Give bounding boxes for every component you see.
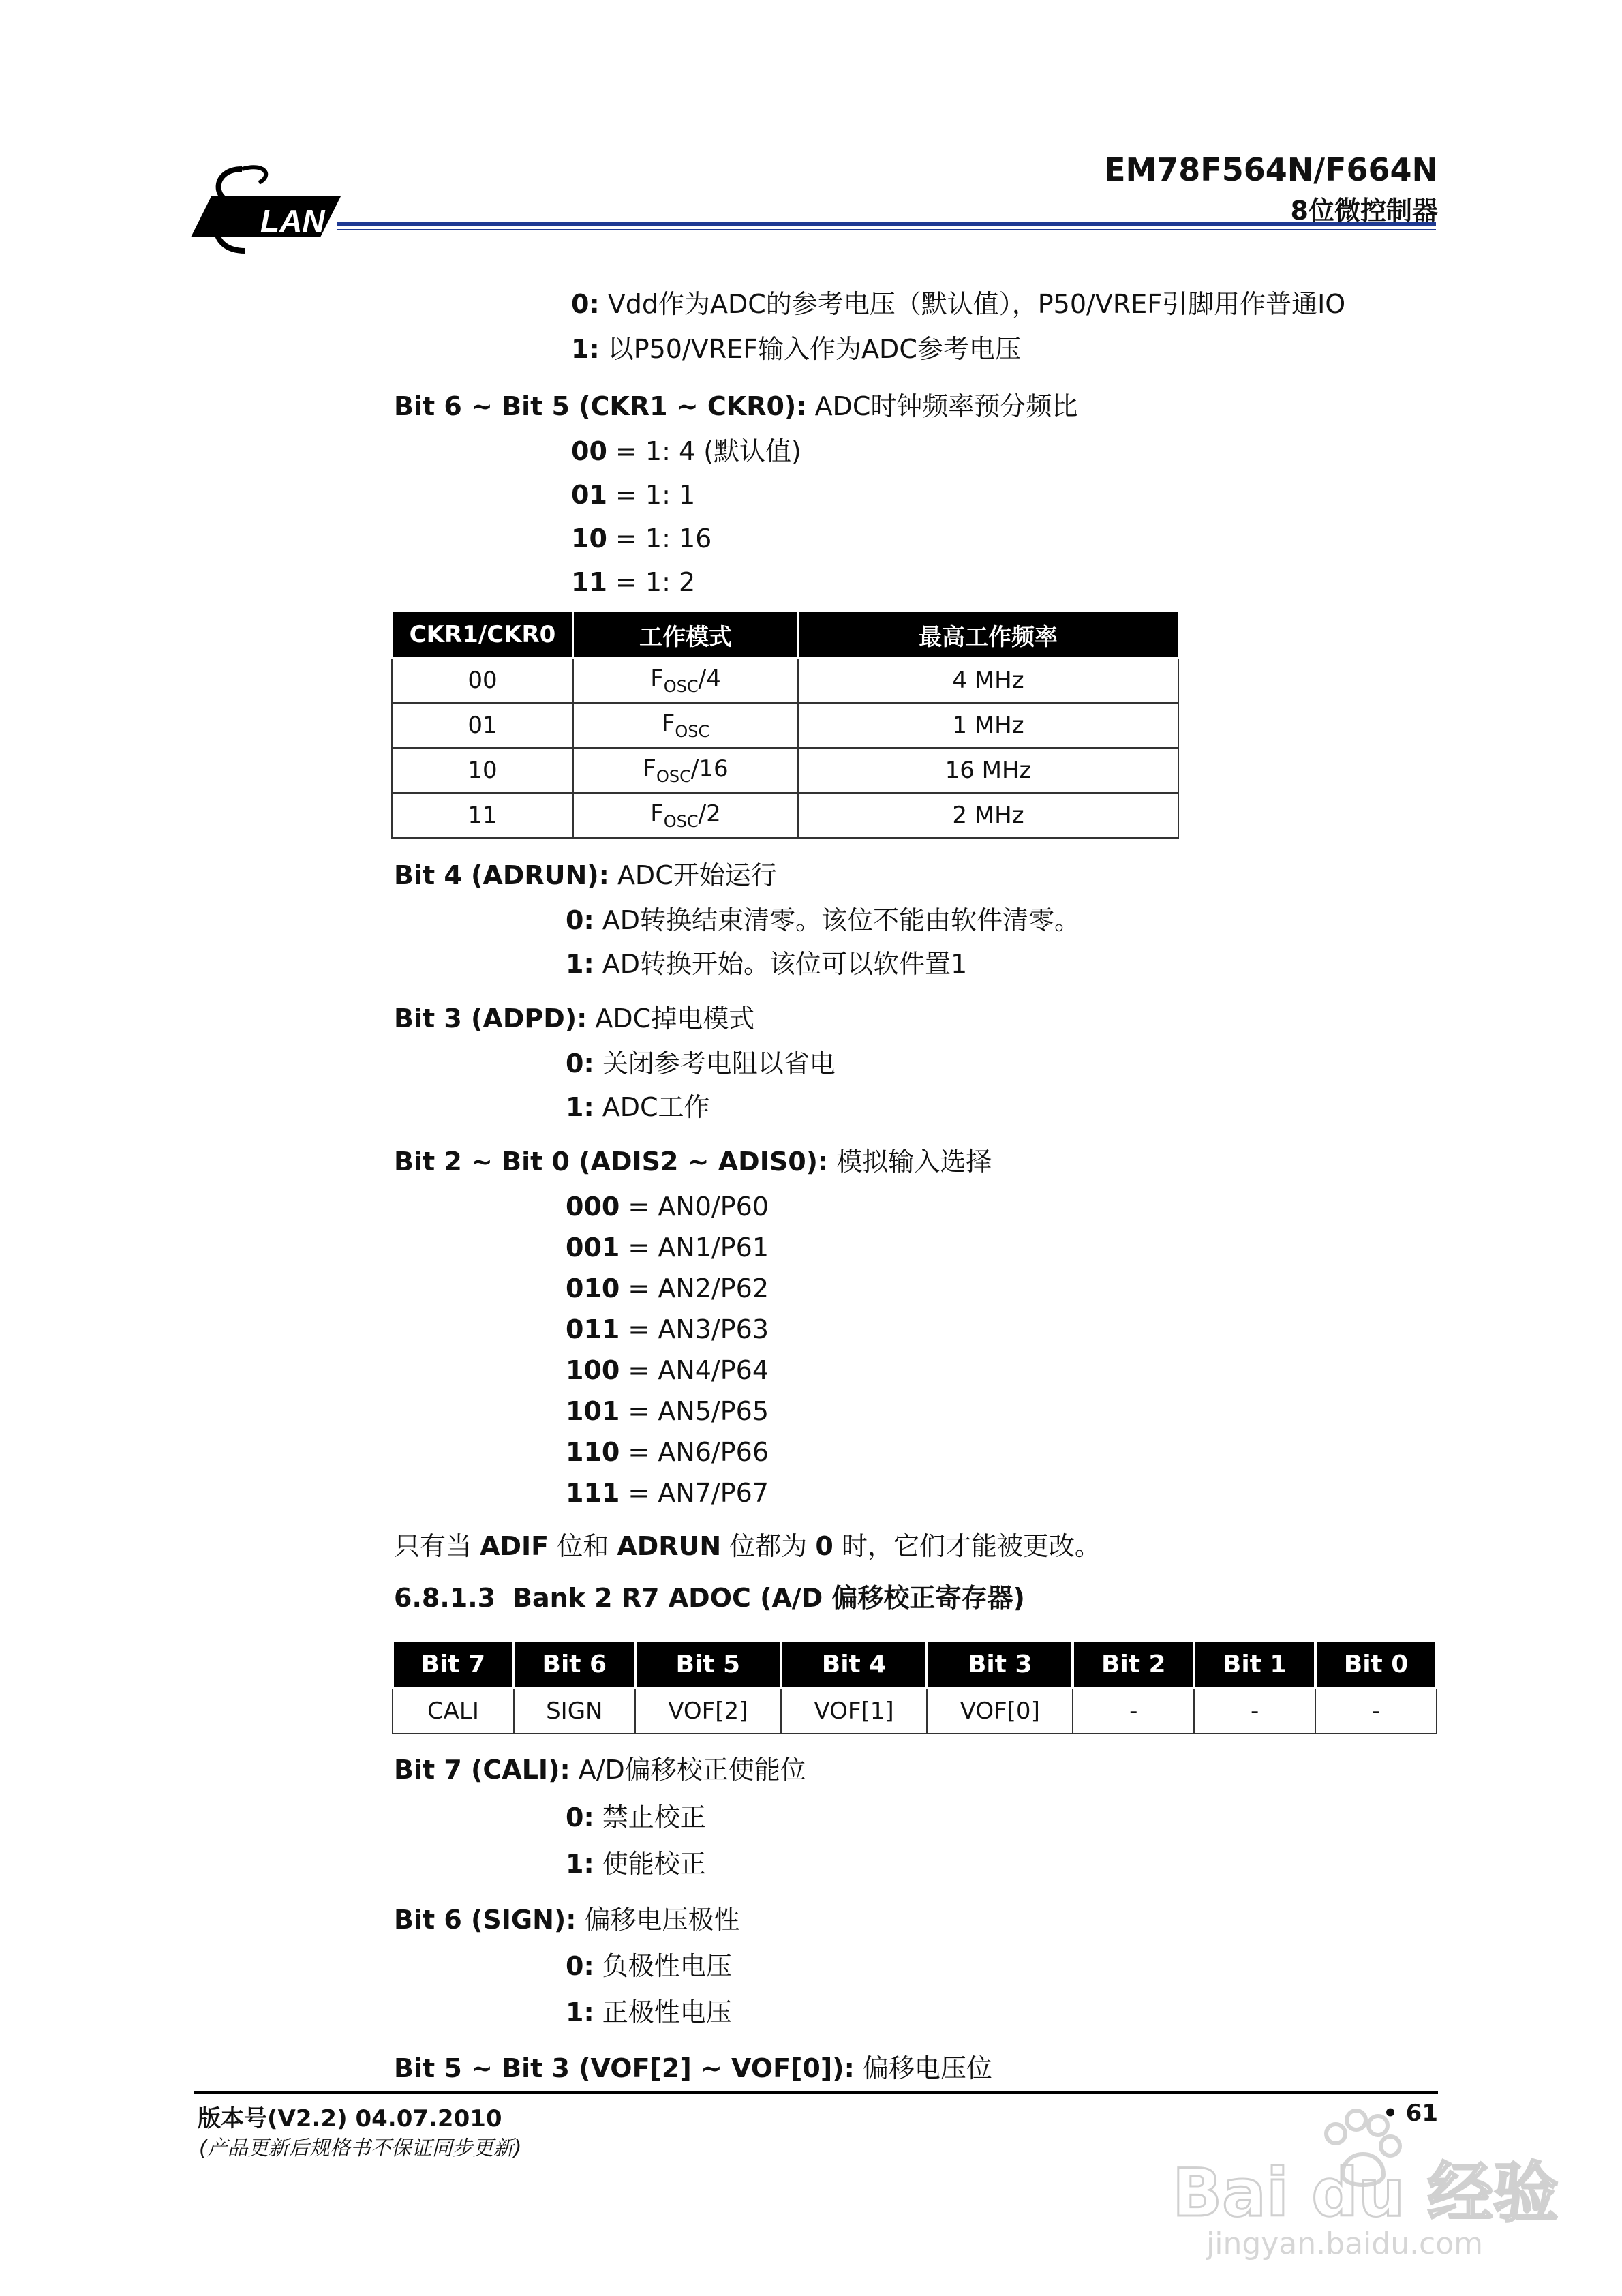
sign-opt0: 0: 负极性电压 [566,1951,732,1981]
adpd-opt1: 1: ADC工作 [566,1092,710,1122]
sign-heading: Bit 6 (SIGN): 偏移电压极性 [394,1905,740,1935]
adis-opt: 001 = AN1/P61 [566,1233,769,1263]
section-title: Bank 2 R7 ADOC (A/D 偏移校正寄存器) [512,1583,1025,1613]
adis-opt: 011 = AN3/P63 [566,1314,769,1344]
cali-opt0: 0: 禁止校正 [566,1802,706,1832]
table-row: 10 $F_{OSC}/16$ 16 MHz [392,748,1178,793]
ckr-table [391,611,1179,839]
cali-opt1: 1: 使能校正 [566,1849,706,1879]
header-rule [337,222,1436,226]
table-header: CKR1/CKR0 [392,611,573,658]
table-header: Bit 5 [635,1640,781,1688]
footer-note: (产品更新后规格书不保证同步更新) [199,2136,522,2160]
vref-opt1: 1: 以P50/VREF输入作为ADC参考电压 [571,334,1021,364]
adis-opt: 100 = AN4/P64 [566,1355,769,1385]
svg-text:jingyan.baidu.com: jingyan.baidu.com [1206,2226,1484,2261]
svg-text:Bai du 经验: Bai du 经验 [1172,2155,1559,2231]
ckr-opt: 00 = 1: 4 (默认值) [571,436,801,466]
adis-opt: 110 = AN6/P66 [566,1437,769,1467]
adrun-opt1: 1: AD转换开始。该位可以软件置1 [566,949,968,979]
footer-rule [194,2091,1438,2094]
ckr-heading: Bit 6 ~ Bit 5 (CKR1 ~ CKR0): ADC时钟频率预分频比 [394,391,1078,421]
adis-heading: Bit 2 ~ Bit 0 (ADIS2 ~ ADIS0): 模拟输入选择 [394,1147,992,1177]
adpd-opt0: 0: 关闭参考电阻以省电 [566,1048,836,1078]
cali-heading: Bit 7 (CALI): A/D偏移校正使能位 [394,1755,806,1785]
adif-note: 只有当 ADIF 位和 ADRUN 位都为 0 时，它们才能被更改。 [394,1531,1101,1561]
table-header: Bit 2 [1073,1640,1194,1688]
table-row: CALI SIGN VOF[2] VOF[1] VOF[0] - - - [393,1688,1437,1734]
table-header: Bit 6 [514,1640,635,1688]
page-number: • 61 [1383,2100,1438,2127]
adis-opt: 101 = AN5/P65 [566,1396,769,1426]
table-header: 工作模式 [573,611,798,658]
adrun-heading: Bit 4 (ADRUN): ADC开始运行 [394,860,777,890]
adis-opt: 010 = AN2/P62 [566,1273,769,1303]
table-header: Bit 1 [1194,1640,1315,1688]
doc-title: EM78F564N/F664N [1104,151,1438,188]
table-header: Bit 0 [1315,1640,1437,1688]
ckr-opt: 11 = 1: 2 [571,567,696,597]
header-rule-thin [337,229,1436,230]
svg-text:LAN: LAN [260,203,325,239]
table-header: Bit 7 [393,1640,514,1688]
section-number: 6.8.1.3 [394,1583,496,1613]
ckr-opt: 01 = 1: 1 [571,480,696,510]
doc-subtitle: 8位微控制器 [1290,196,1438,226]
vof-heading: Bit 5 ~ Bit 3 (VOF[2] ~ VOF[0]): 偏移电压位 [394,2053,992,2083]
table-row: 00 $F_{OSC}/4$ 4 MHz [392,658,1178,703]
adis-opt: 111 = AN7/P67 [566,1478,769,1508]
adoc-register-table [391,1639,1438,1734]
table-row: 01 $F_{OSC}$ 1 MHz [392,703,1178,748]
adrun-opt0: 0: AD转换结束清零。该位不能由软件清零。 [566,905,1080,935]
footer-version: 版本号(V2.2) 04.07.2010 [198,2105,502,2132]
table-row: 11 $F_{OSC}/2$ 2 MHz [392,793,1178,838]
elan-logo [184,155,348,265]
table-header: 最高工作频率 [798,611,1178,658]
adis-opt: 000 = AN0/P60 [566,1192,769,1222]
ckr-opt: 10 = 1: 16 [571,524,712,554]
sign-opt1: 1: 正极性电压 [566,1997,732,2027]
vref-opt0: 0: Vdd作为ADC的参考电压（默认值），P50/VREF引脚用作普通IO [571,289,1346,319]
baidu-watermark [1165,2100,1559,2263]
table-header: Bit 3 [927,1640,1073,1688]
adpd-heading: Bit 3 (ADPD): ADC掉电模式 [394,1003,755,1033]
table-header: Bit 4 [781,1640,927,1688]
